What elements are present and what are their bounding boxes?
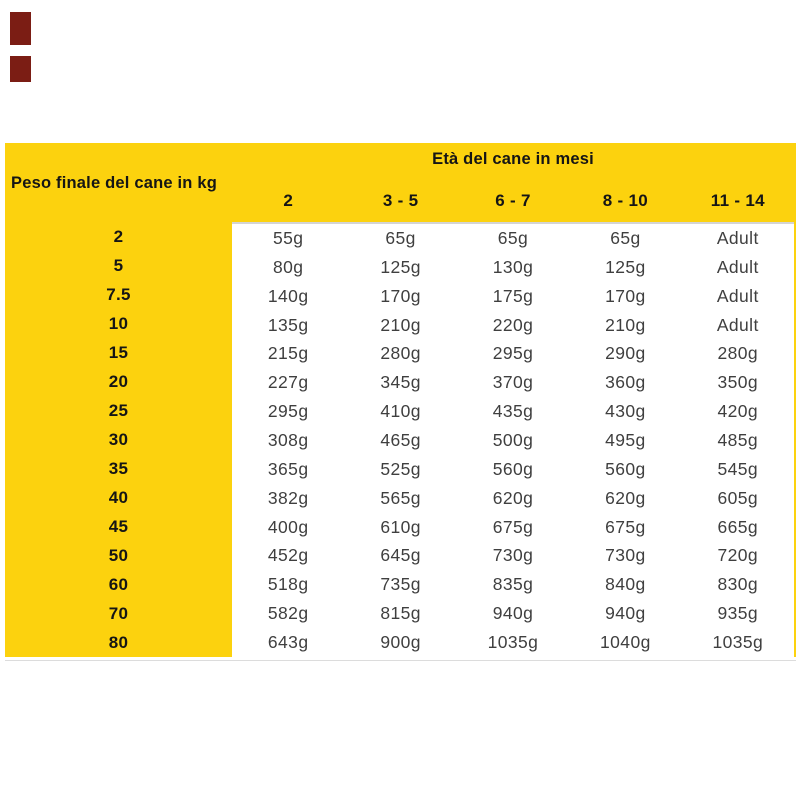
value-cell: 645g xyxy=(380,545,421,566)
age-header: Età del cane in mesi xyxy=(432,150,594,168)
value-cell: 940g xyxy=(492,603,534,624)
weight-cell: 20 xyxy=(108,371,129,391)
data-grid xyxy=(232,224,794,657)
weight-cell: 45 xyxy=(108,516,129,536)
value-cell: 840g xyxy=(605,574,646,595)
value-cell: 280g xyxy=(717,343,759,364)
value-cell: 620g xyxy=(492,487,534,508)
value-cell: 410g xyxy=(380,401,421,422)
value-cell: 835g xyxy=(492,574,534,595)
value-cell: 140g xyxy=(267,285,309,306)
value-cell: 582g xyxy=(267,603,309,624)
value-cell: 495g xyxy=(605,429,646,450)
weight-header: Peso finale del cane in kg xyxy=(11,174,218,192)
value-cell: 935g xyxy=(717,603,759,624)
value-cell: 420g xyxy=(717,401,759,422)
value-cell: 65g xyxy=(497,227,529,248)
weight-cell: 2 xyxy=(113,226,124,246)
weight-cell: 60 xyxy=(108,574,129,594)
value-cell: 465g xyxy=(380,429,421,450)
value-cell: 400g xyxy=(267,516,309,537)
value-cell: 735g xyxy=(380,574,421,595)
weight-cell: 50 xyxy=(108,545,129,565)
value-cell: 518g xyxy=(267,574,309,595)
value-cell: 210g xyxy=(605,314,646,335)
value-cell: 215g xyxy=(267,343,309,364)
value-cell: 382g xyxy=(267,487,309,508)
value-cell: 560g xyxy=(492,458,534,479)
age-column-header: 2 xyxy=(283,191,294,210)
value-cell: 720g xyxy=(717,545,759,566)
weight-cell: 15 xyxy=(108,342,129,362)
value-cell: 130g xyxy=(492,256,534,277)
value-cell: 620g xyxy=(605,487,646,508)
weight-cell: 30 xyxy=(108,429,129,449)
weight-column xyxy=(5,222,232,657)
value-cell: 175g xyxy=(492,285,534,306)
weight-cell: 10 xyxy=(108,313,129,333)
value-cell: 135g xyxy=(267,314,309,335)
value-cell: Adult xyxy=(716,285,759,306)
weight-cell: 40 xyxy=(108,487,129,507)
value-cell: 210g xyxy=(380,314,421,335)
value-cell: 940g xyxy=(605,603,646,624)
value-cell: 125g xyxy=(605,256,646,277)
value-cell: 295g xyxy=(267,401,309,422)
value-cell: 565g xyxy=(380,487,421,508)
value-cell: 815g xyxy=(380,603,421,624)
value-cell: 365g xyxy=(267,458,309,479)
weight-cell: 25 xyxy=(108,400,129,420)
value-cell: 500g xyxy=(492,429,534,450)
value-cell: Adult xyxy=(716,256,759,277)
value-cell: 1035g xyxy=(487,632,539,653)
red-corner-mark-top xyxy=(10,12,31,45)
value-cell: 360g xyxy=(605,372,646,393)
data-area xyxy=(232,222,794,657)
value-cell: 545g xyxy=(717,458,759,479)
value-cell: 80g xyxy=(272,256,304,277)
value-cell: 435g xyxy=(492,401,534,422)
value-cell: 643g xyxy=(267,632,309,653)
value-cell: Adult xyxy=(716,314,759,335)
value-cell: 525g xyxy=(380,458,421,479)
age-column-header: 8 - 10 xyxy=(602,191,649,210)
table-bottom-divider xyxy=(5,660,796,661)
value-cell: 370g xyxy=(492,372,534,393)
value-cell: 730g xyxy=(605,545,646,566)
value-cell: 170g xyxy=(605,285,646,306)
value-cell: 65g xyxy=(385,227,416,248)
weight-cell: 80 xyxy=(108,632,129,652)
weight-cell: 7.5 xyxy=(106,284,131,304)
weight-cell: 35 xyxy=(108,458,129,478)
value-cell: 452g xyxy=(267,545,309,566)
age-column-header: 6 - 7 xyxy=(495,191,531,210)
value-cell: 280g xyxy=(380,343,421,364)
weight-cell: 70 xyxy=(108,603,129,623)
value-cell: 675g xyxy=(605,516,646,537)
value-cell: 295g xyxy=(492,343,534,364)
value-cell: 560g xyxy=(605,458,646,479)
value-cell: 675g xyxy=(492,516,534,537)
weight-cell: 5 xyxy=(113,255,124,275)
value-cell: 610g xyxy=(380,516,421,537)
value-cell: 55g xyxy=(272,227,304,248)
age-column-header: 3 - 5 xyxy=(382,191,419,210)
value-cell: 170g xyxy=(380,285,421,306)
value-cell: 220g xyxy=(492,314,534,335)
value-cell: 430g xyxy=(605,401,646,422)
value-cell: 830g xyxy=(717,574,759,595)
value-cell: Adult xyxy=(716,227,759,248)
age-column-header: 11 - 14 xyxy=(710,191,765,210)
value-cell: 1035g xyxy=(712,632,764,653)
value-cell: 350g xyxy=(717,372,759,393)
value-cell: 125g xyxy=(380,256,421,277)
value-cell: 730g xyxy=(492,545,534,566)
value-cell: 665g xyxy=(717,516,759,537)
feeding-table xyxy=(5,143,796,657)
value-cell: 1040g xyxy=(600,632,651,653)
value-cell: 485g xyxy=(717,429,759,450)
value-cell: 345g xyxy=(380,372,421,393)
age-column-headers xyxy=(232,188,794,214)
value-cell: 290g xyxy=(605,343,646,364)
value-cell: 900g xyxy=(380,632,421,653)
red-corner-mark-bottom xyxy=(10,56,31,82)
value-cell: 308g xyxy=(267,429,309,450)
value-cell: 65g xyxy=(610,227,641,248)
value-cell: 605g xyxy=(717,487,759,508)
value-cell: 227g xyxy=(267,372,309,393)
